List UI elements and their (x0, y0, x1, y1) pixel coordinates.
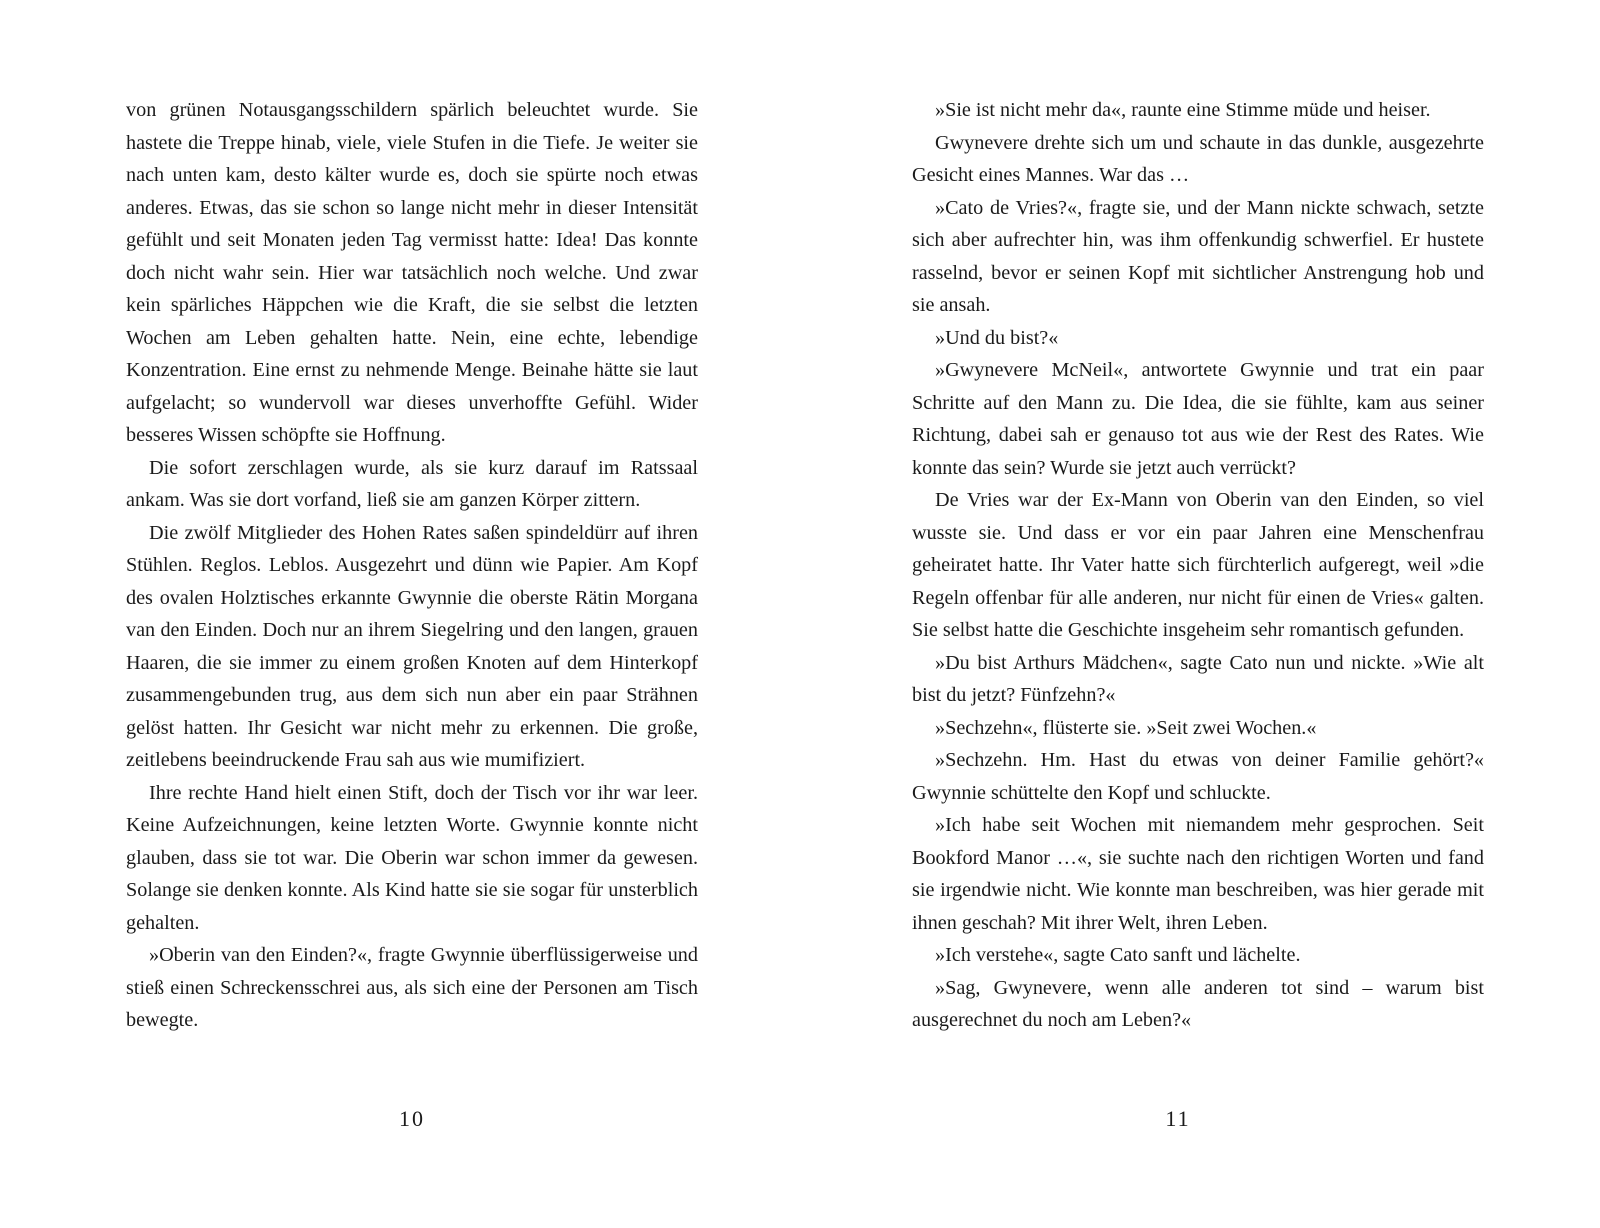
right-page-text (912, 94, 1484, 1037)
paragraph: »Ich habe seit Wochen mit niemandem mehr gesprochen. Seit Bookford Manor …«, sie suchte nach den richtigen Worten und fand sie irgendwie nicht. Wie konnte man beschreiben, was hier gerade mit ihnen geschah? Mit ihrer Welt, ihren Leben. (912, 814, 1484, 934)
paragraph: »Sie ist nicht mehr da«, raunte eine Stimme müde und heiser. (935, 99, 1431, 121)
paragraph: »Cato de Vries?«, fragte sie, und der Mann nickte schwach, setzte sich aber aufrechter hin, was ihm offenkundig schwerfiel. Er hustete rasselnd, bevor er seinen Kopf mit sichtlicher Anstrengung hob und sie ansah. (912, 196, 1484, 316)
paragraph: »Und du bist?« (935, 326, 1059, 349)
paragraph: Die sofort zerschlagen wurde, als sie kurz darauf im Ratssaal ankam. Was sie dort vorfand, ließ sie am ganzen Körper zittern. (126, 456, 698, 511)
paragraph: »Sechzehn«, flüsterte sie. »Seit zwei Wochen.« (935, 716, 1317, 739)
paragraph: Die zwölf Mitglieder des Hohen Rates saßen spindeldürr auf ihren Stühlen. Reglos. Leblos. Ausgezehrt und dünn wie Papier. Am Kopf des ovalen Holztisches erkannte Gwynnie die oberste Rätin Morgana van den Einden. Doch nur an ihrem Siegelring und den langen, grauen Haaren, die sie immer zu einem großen Knoten auf dem Hinterkopf zusammengebunden trug, aus dem sich nun aber ein paar Strähnen gelöst hatten. Ihr Gesicht war nicht mehr zu erkennen. Die große, zeitlebens beeindruckende Frau sah aus wie mumifiziert. (126, 521, 698, 771)
page-number: 10 (399, 1106, 425, 1131)
paragraph: »Sag, Gwynevere, wenn alle anderen tot sind – warum bist ausgerechnet du noch am Leben?« (912, 976, 1484, 1031)
paragraph: von grünen Notausgangsschildern spärlich beleuchtet wurde. Sie hastete die Treppe hinab, viele, viele Stufen in die Tiefe. Je weiter sie nach unten kam, desto kälter wurde es, doch sie spürte noch etwas anderes. Etwas, das sie schon so lange nicht mehr in dieser Intensität gefühlt und seit Monaten jeden Tag vermisst hatte: Idea! Das konnte doch nicht wahr sein. Hier war tatsächlich noch welche. Und zwar kein spärliches Häppchen wie die Kraft, die sie selbst die letzten Wochen am Leben gehalten hatte. Nein, eine echte, lebendige Konzentration. Eine ernst zu nehmende Menge. Beinahe hätte sie laut aufgelacht; so wundervoll war dieses unverhoffte Gefühl. Wider besseres Wissen schöpfte sie Hoffnung. (126, 99, 698, 446)
paragraph: »Gwynevere McNeil«, antwortete Gwynnie und trat ein paar Schritte auf den Mann zu. Die Idea, die sie fühlte, kam aus seiner Richtung, dabei sah er genauso tot aus wie der Rest des Rates. Wie konnte das sein? Wurde sie jetzt auch verrückt? (912, 359, 1484, 479)
paragraph: »Sechzehn. Hm. Hast du etwas von deiner Familie gehört?« Gwynnie schüttelte den Kopf und schluckte. (912, 749, 1484, 804)
paragraph: Ihre rechte Hand hielt einen Stift, doch der Tisch vor ihr war leer. Keine Aufzeichnungen, keine letzten Worte. Gwynnie konnte nicht glauben, dass sie tot war. Die Oberin war schon immer da gewesen. Solange sie denken konnte. Als Kind hatte sie sie sogar für unsterblich gehalten. (126, 781, 698, 934)
paragraph: »Du bist Arthurs Mädchen«, sagte Cato nun und nickte. »Wie alt bist du jetzt? Fünfzehn?« (912, 651, 1484, 706)
page-number: 11 (1165, 1106, 1191, 1131)
right-page (800, 0, 1600, 1228)
paragraph: »Oberin van den Einden?«, fragte Gwynnie überflüssigerweise und stieß einen Schreckensschrei aus, als sich eine der Personen am Tisch bewegte. (126, 944, 698, 1031)
left-page-text (126, 94, 698, 1037)
paragraph: Gwynevere drehte sich um und schaute in das dunkle, ausgezehrte Gesicht eines Mannes. War das … (912, 131, 1484, 186)
paragraph: De Vries war der Ex-Mann von Oberin van den Einden, so viel wusste sie. Und dass er vor ein paar Jahren eine Menschenfrau geheiratet hatte. Ihr Vater hatte sich fürchterlich aufgeregt, weil »die Regeln offenbar für alle anderen, nur nicht für einen de Vries« galten. Sie selbst hatte die Geschichte insgeheim sehr romantisch gefunden. (912, 489, 1484, 641)
paragraph: »Ich verstehe«, sagte Cato sanft und lächelte. (935, 944, 1301, 966)
